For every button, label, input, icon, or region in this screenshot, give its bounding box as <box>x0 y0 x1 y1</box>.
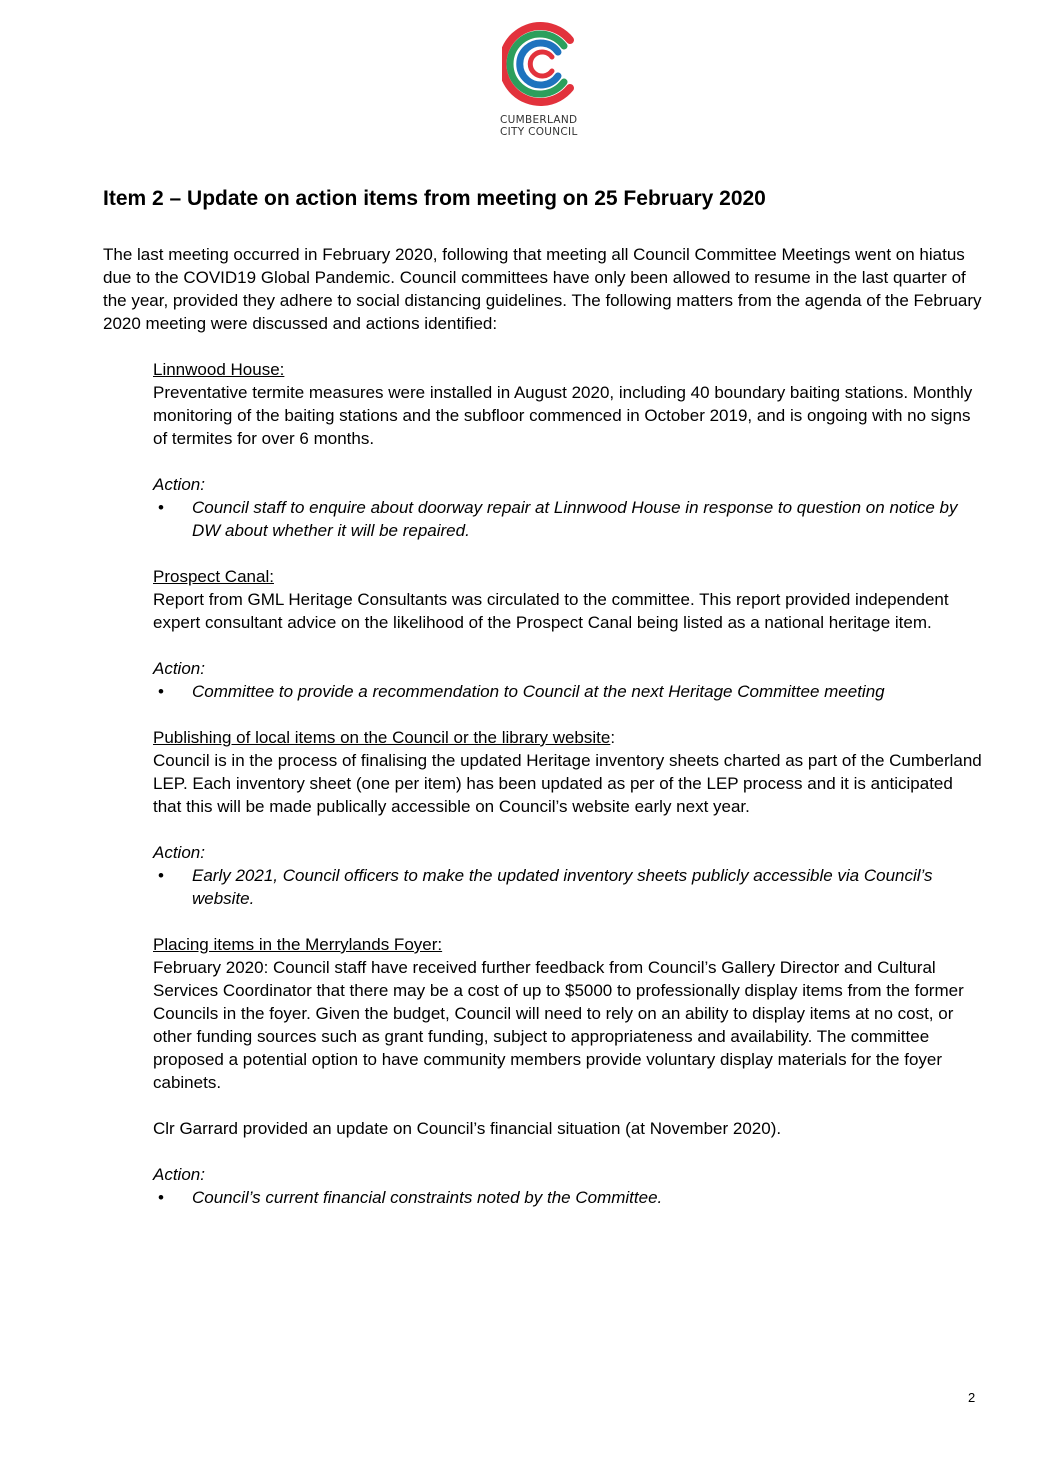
action-list <box>153 496 983 542</box>
section-body: Preventative termite measures were installed in August 2020, including 40 boundary baiting stations. Monthly monitoring of the baiting stations and the subfloor commenced in October 2019, and is ongoing with no signs of termites for over 6 months. <box>153 383 973 448</box>
section-title: Linnwood House: <box>153 360 285 379</box>
section-title: Prospect Canal: <box>153 567 274 586</box>
section-title-line <box>153 726 983 749</box>
action-label: Action: <box>153 843 205 862</box>
document-body <box>103 243 983 1209</box>
action-list <box>153 864 983 910</box>
action-list <box>153 680 983 703</box>
section-title: Publishing of local items on the Council or the library website <box>153 728 611 747</box>
action-label: Action: <box>153 1165 205 1184</box>
section-title: Placing items in the Merrylands Foyer: <box>153 935 443 954</box>
section-linnwood-house <box>153 358 983 565</box>
section-title-suffix: : <box>610 728 616 747</box>
action-item: • Council’s current financial constraints noted by the Committee. <box>153 1186 983 1209</box>
action-label: Action: <box>153 475 205 494</box>
logo-text <box>496 114 596 138</box>
section-body: February 2020: Council staff have received further feedback from Council’s Gallery Director and Cultural Services Coordinator that there may be a cost of up to $5000 to professionally display items from the former Councils in the foyer. Given the budget, Council will need to rely on an ability to display items at no cost, or other funding sources such as grant funding, subject to appropriateness and availability. The committee proposed a potential option to have community members provide voluntary display materials for the foyer cabinets. <box>153 958 964 1092</box>
section-merrylands-foyer <box>153 933 983 1209</box>
council-logo-icon <box>502 18 582 110</box>
page-number: 2 <box>968 1390 976 1405</box>
council-logo <box>496 18 596 148</box>
section-extra: Clr Garrard provided an update on Council’s financial situation (at November 2020). <box>153 1119 782 1138</box>
action-item: • Early 2021, Council officers to make the updated inventory sheets publicly accessible via Council’s website. <box>153 864 983 910</box>
section-body: Council is in the process of finalising the updated Heritage inventory sheets charted as part of the Cumberland LEP. Each inventory sheet (one per item) has been updated as per of the LEP process and it is anticipated that this will be made publically accessible on Council’s website early next year. <box>153 751 982 816</box>
section-prospect-canal <box>153 565 983 726</box>
logo-line-1: CUMBERLAND <box>500 114 578 126</box>
logo-line-2: CITY COUNCIL <box>500 126 578 138</box>
section-publishing-local-items <box>153 726 983 933</box>
page-heading: Item 2 – Update on action items from meeting on 25 February 2020 <box>103 187 766 210</box>
intro-paragraph: The last meeting occurred in February 2020, following that meeting all Council Committee Meetings went on hiatus due to the COVID19 Global Pandemic. Council committees have only been allowed to resume in the last quarter of the year, provided they adhere to social distancing guidelines. The following matters from the agenda of the February 2020 meeting were discussed and actions identified: <box>103 245 982 333</box>
section-body: Report from GML Heritage Consultants was circulated to the committee. This report provided independent expert consultant advice on the likelihood of the Prospect Canal being listed as a national heritage item. <box>153 590 949 632</box>
action-item: • Council staff to enquire about doorway repair at Linnwood House in response to question on notice by DW about whether it will be repaired. <box>153 496 983 542</box>
action-item: • Committee to provide a recommendation to Council at the next Heritage Committee meeting <box>153 680 983 703</box>
action-label: Action: <box>153 659 205 678</box>
action-list <box>153 1186 983 1209</box>
